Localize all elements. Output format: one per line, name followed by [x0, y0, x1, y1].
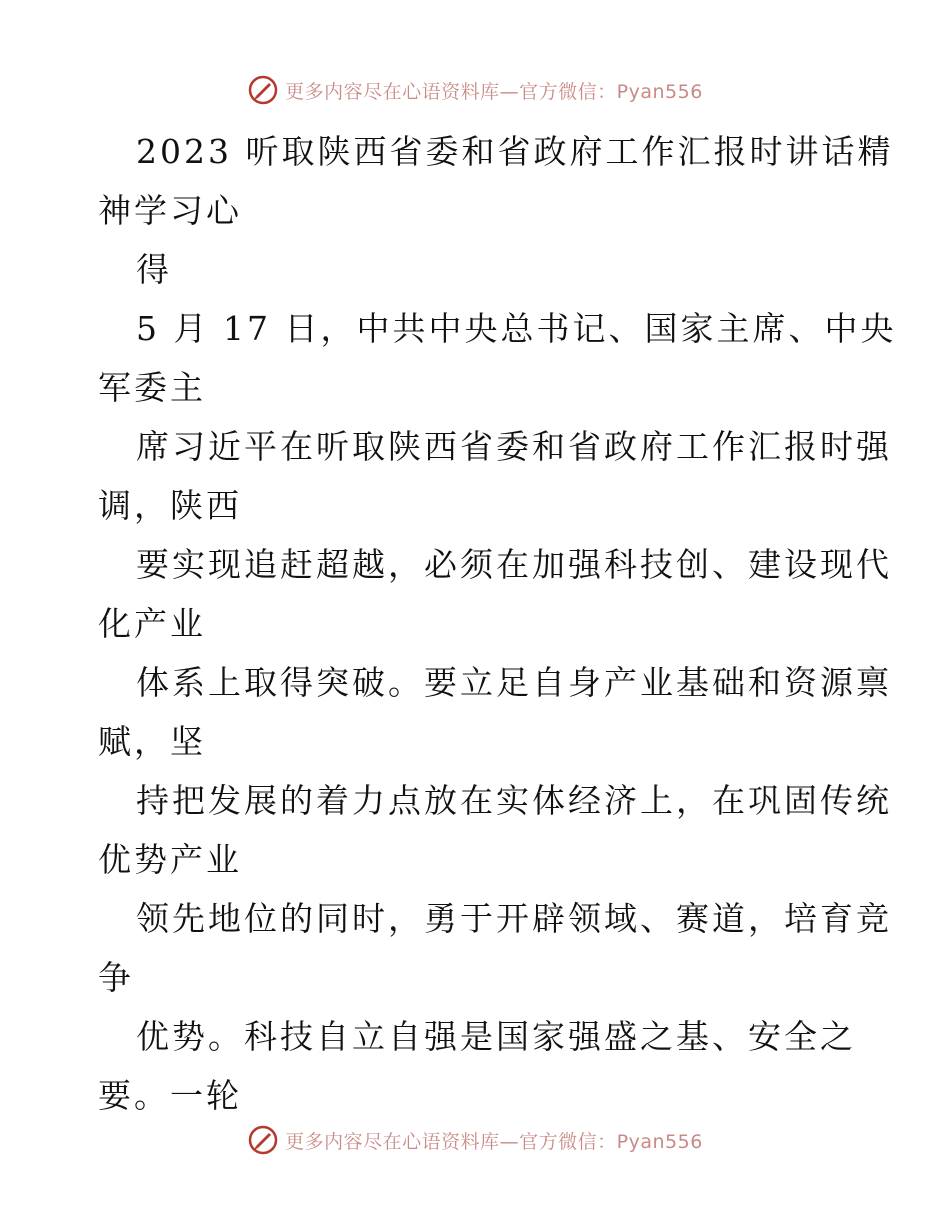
- header-banner: [0, 70, 950, 110]
- body-line: 化产业: [98, 604, 206, 643]
- footer-banner-text: 更多内容尽在心语资料库—官方微信：Pyan556: [285, 1130, 703, 1153]
- body-line: 争: [98, 958, 134, 997]
- body-line: 体系上取得突破。要立足自身产业基础和资源禀: [136, 663, 892, 702]
- pen-logo-icon: [247, 1124, 279, 1156]
- title-line-2: 神学习心: [98, 191, 242, 230]
- body-line: 要实现追赶超越，必须在加强科技创、建设现代: [136, 545, 892, 584]
- body-line: 席习近平在听取陕西省委和省政府工作汇报时强: [136, 427, 892, 466]
- document-body: [98, 122, 897, 1125]
- body-line: 军委主: [98, 368, 206, 407]
- footer-banner: [0, 1120, 950, 1160]
- body-line: 持把发展的着力点放在实体经济上，在巩固传统: [136, 781, 892, 820]
- title-line-3: 得: [136, 250, 172, 289]
- title-line-1: 2023 听取陕西省委和省政府工作汇报时讲话精: [136, 132, 894, 171]
- body-line: 赋，坚: [98, 722, 206, 761]
- body-line: 5 月 17 日，中共中央总书记、国家主席、中央: [136, 309, 897, 348]
- body-line: 领先地位的同时，勇于开辟领域、赛道，培育竞: [136, 899, 892, 938]
- body-line: 调，陕西: [98, 486, 242, 525]
- pen-logo-icon: [247, 74, 279, 106]
- header-banner-text: 更多内容尽在心语资料库—官方微信：Pyan556: [285, 80, 703, 103]
- body-line: 优势产业: [98, 840, 242, 879]
- body-line: 优势。科技自立自强是国家强盛之基、安全之: [136, 1017, 856, 1056]
- body-line: 要。一轮: [98, 1076, 242, 1115]
